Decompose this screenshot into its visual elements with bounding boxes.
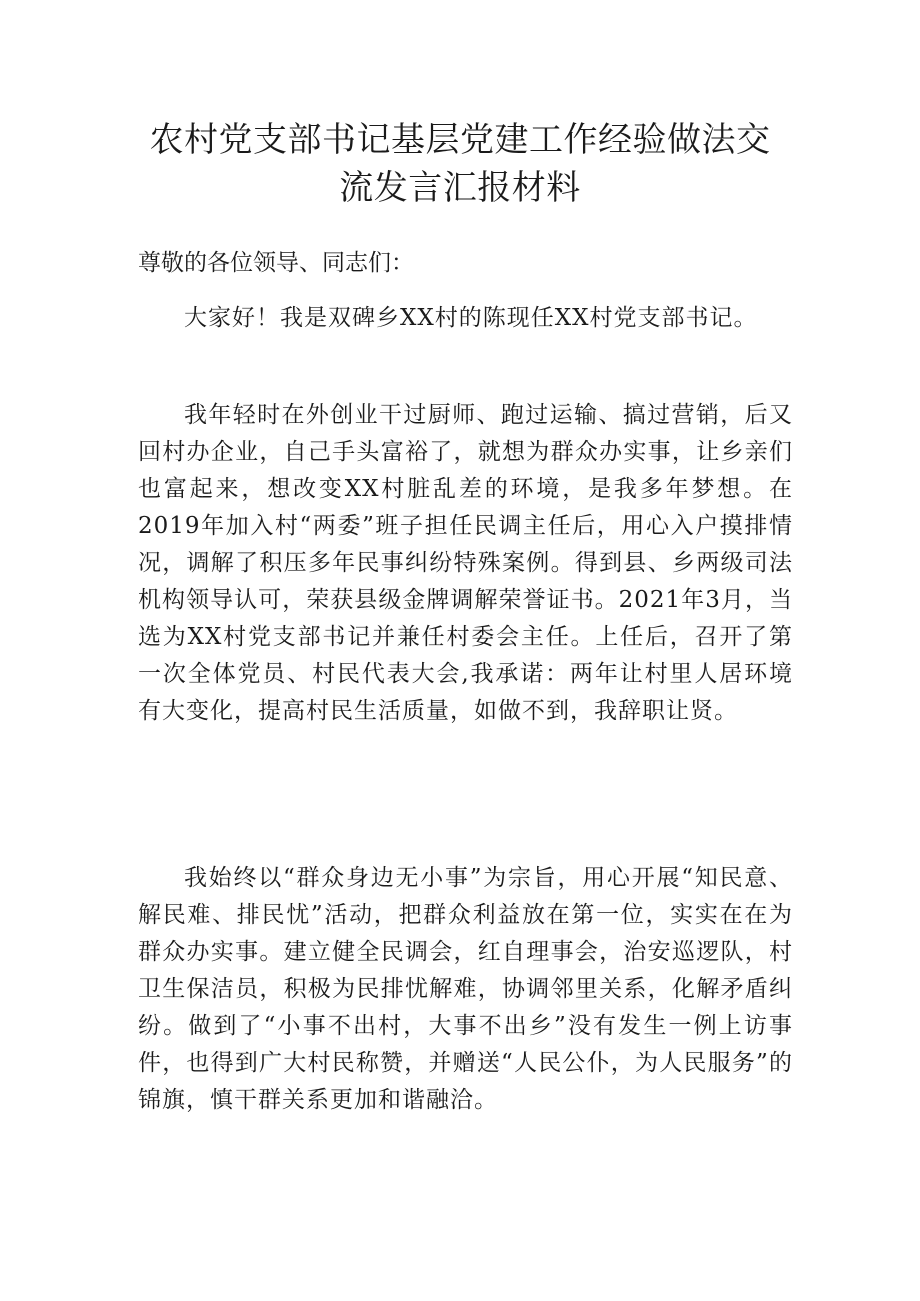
salutation: 尊敬的各位领导、同志们：	[138, 250, 414, 276]
document-title	[120, 116, 800, 212]
paragraph-background: 我年轻时在外创业干过厨师、跑过运输、搞过营销，后又回村办企业，自己手头富裕了，就想为群众办实事，让乡亲们也富起来，想改变XX村脏乱差的环境，是我多年梦想。在2019年加入村“两委”班子担任民调主任后，用心入户摸排情况，调解了积压多年民事纠纷特殊案例。得到县、乡两级司法机构领导认可，荣获县级金牌调解荣誉证书。2021年3月，当选为XX村党支部书记并兼任村委会主任。上任后，召开了第一次全体党员、村民代表大会,我承诺：两年让村里人居环境有大变化，提高村民生活质量，如做不到，我辞职让贤。	[138, 402, 793, 724]
title-line-1: 农村党支部书记基层党建工作经验做法交	[149, 120, 771, 160]
paragraph-service: 我始终以“群众身边无小事”为宗旨，用心开展“知民意、解民难、排民忧”活动，把群众利益放在第一位，实实在在为群众办实事。建立健全民调会，红自理事会，治安巡逻队，村卫生保洁员，积极为民排忧解难，协调邻里关系，化解矛盾纠纷。做到了“小事不出村，大事不出乡”没有发生一例上访事件，也得到广大村民称赞，并赠送“人民公仆，为人民服务”的锦旗，慎干群关系更加和谐融洽。	[138, 865, 793, 1113]
title-line-2: 流发言汇报材料	[339, 168, 581, 208]
paragraph-introduction: 大家好！我是双碑乡XX村的陈现任XX村党支部书记。	[184, 305, 758, 331]
